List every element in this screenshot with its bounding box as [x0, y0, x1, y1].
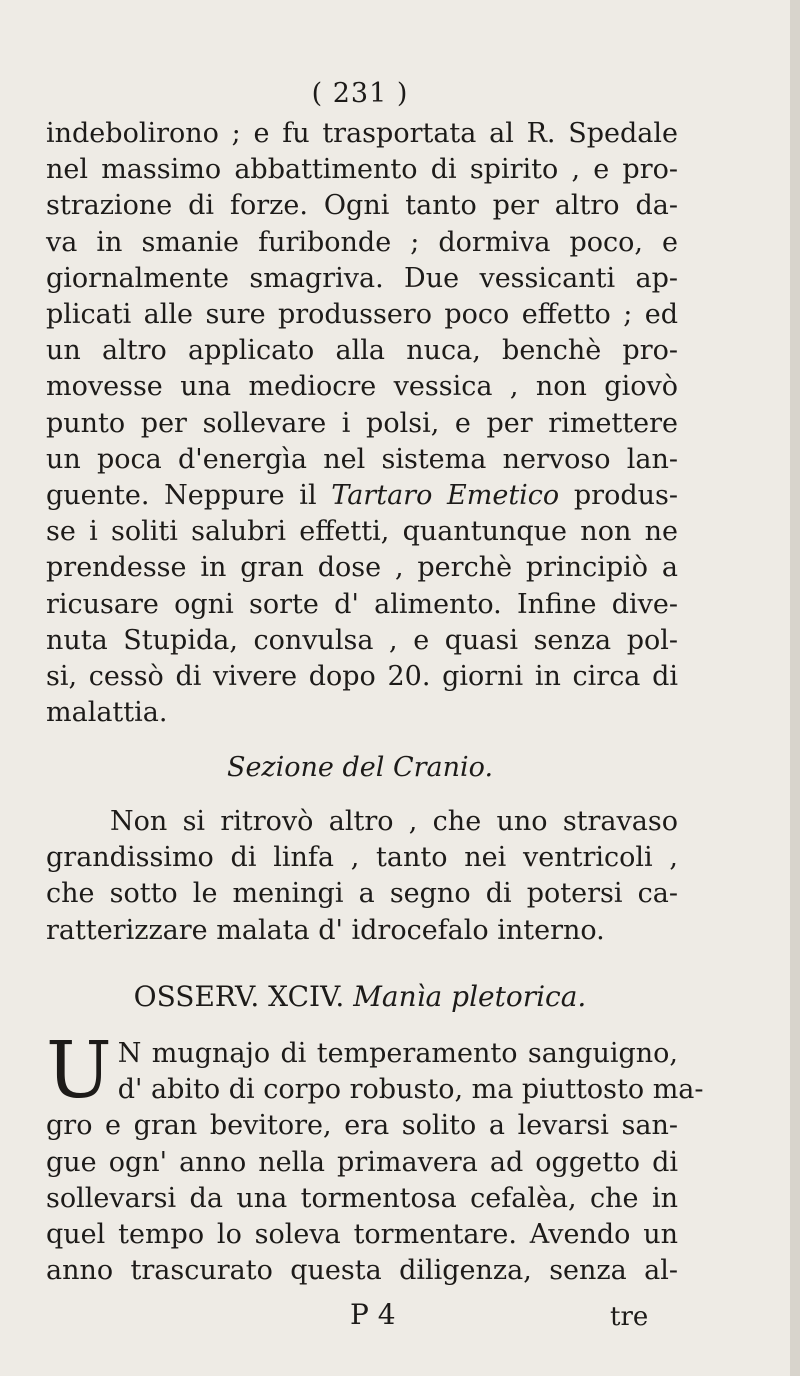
text-line: d' abito di corpo robusto, ma piuttosto ma-: [117, 1074, 704, 1106]
section-heading: Sezione del Cranio.: [226, 752, 494, 783]
text-line: gue ogn' anno nella primavera ad oggetto di: [46, 1146, 678, 1178]
italic-term: Tartaro Emetico: [331, 480, 560, 512]
paragraph-2: [46, 804, 678, 949]
page-number: ( 231 ): [311, 78, 409, 109]
text-line: sollevarsi da una tormentosa cefalèa, che in: [46, 1182, 678, 1214]
text-line: punto per sollevare i polsi, e per rimettere: [46, 407, 678, 439]
text-line: un poca d'energìa nel sistema nervoso lan-: [46, 443, 678, 475]
paragraph-3: [46, 1026, 704, 1289]
text-line: strazione di forze. Ogni tanto per altro da-: [46, 190, 678, 222]
observation-heading: [0, 980, 720, 1013]
text-line: prendesse in gran dose , perchè principiò a: [46, 552, 678, 584]
drop-cap: U: [46, 1026, 112, 1116]
text-line: Non si ritrovò altro , che uno stravaso: [110, 806, 678, 837]
text-line: nel massimo abbattimento di spirito , e pro-: [46, 154, 678, 186]
text-line: giornalmente smagriva. Due vessicanti ap-: [46, 262, 678, 294]
text-line: nuta Stupida, convulsa , e quasi senza pol-: [46, 624, 678, 656]
text-line: malattia.: [46, 697, 168, 729]
paragraph-1: [46, 116, 678, 731]
signature-mark: P 4: [350, 1298, 396, 1331]
text-line: plicati alle sure produssero poco effetto ; ed: [46, 299, 678, 331]
catchword: tre: [610, 1302, 649, 1332]
text-line: che sotto le meningi a segno di potersi ca-: [46, 878, 678, 910]
text-line: si, cessò di vivere dopo 20. giorni in circa di: [46, 661, 678, 693]
observation-title: Manìa pletorica.: [353, 980, 587, 1013]
text-line-tartaro: guente. Neppure il Tartaro Emetico produs-: [46, 480, 678, 512]
text-line: anno trascurato questa diligenza, senza al-: [46, 1255, 678, 1287]
text-line: ratterizzare malata d' idrocefalo interno.: [46, 914, 605, 946]
text-line: quel tempo lo soleva tormentare. Avendo un: [46, 1219, 678, 1251]
text-line: un altro applicato alla nuca, benchè pro-: [46, 335, 678, 367]
text-line: N mugnajo di temperamento sanguigno,: [117, 1038, 678, 1069]
text-line: ricusare ogni sorte d' alimento. Infine dive-: [46, 588, 678, 620]
text-line: va in smanie furibonde ; dormiva poco, e: [46, 226, 678, 258]
text-line: indebolirono ; e fu trasportata al R. Spedale: [46, 118, 678, 149]
text-line: se i soliti salubri effetti, quantunque non ne: [46, 516, 678, 548]
observation-number: OSSERV. XCIV.: [133, 980, 345, 1013]
text-line: movesse una mediocre vessica , non giovò: [46, 371, 678, 403]
text-line: gro e gran bevitore, era solito a levarsi san-: [46, 1110, 678, 1142]
text-line: grandissimo di linfa , tanto nei ventricoli ,: [46, 842, 678, 874]
